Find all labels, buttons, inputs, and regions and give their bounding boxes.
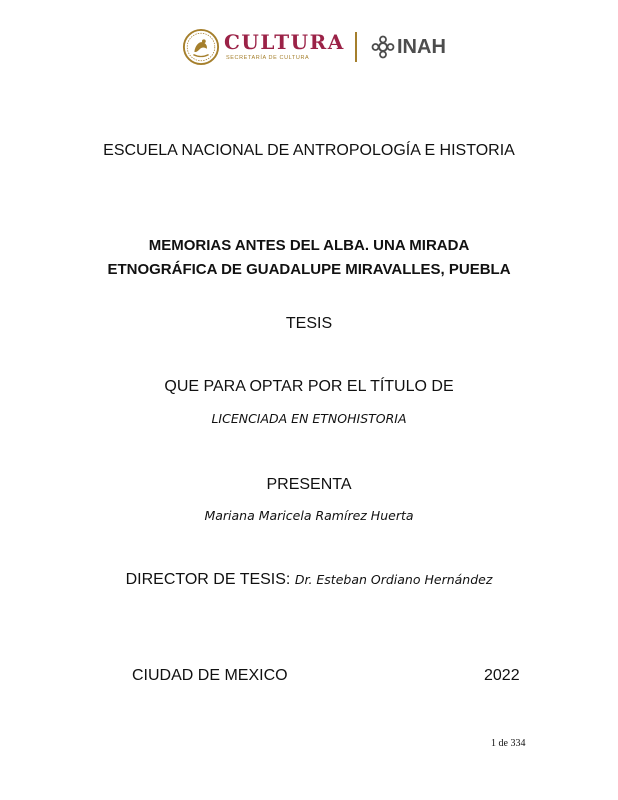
page-indicator: 1 de 334 bbox=[491, 738, 526, 749]
author-name: Mariana Maricela Ramírez Huerta bbox=[204, 508, 414, 523]
cultura-logo-text: CULTURA bbox=[224, 30, 345, 54]
presents-label: PRESENTA bbox=[266, 476, 352, 493]
city: CIUDAD DE MEXICO bbox=[132, 667, 288, 684]
thesis-title bbox=[0, 234, 618, 282]
inah-emblem-icon bbox=[371, 35, 395, 59]
inah-logo-text: INAH bbox=[397, 36, 446, 58]
school-name: ESCUELA NACIONAL DE ANTROPOLOGÍA E HISTORIA bbox=[103, 142, 515, 159]
director-name: Dr. Esteban Ordiano Hernández bbox=[294, 572, 493, 587]
thesis-title-line-1: MEMORIAS ANTES DEL ALBA. UNA MIRADA bbox=[148, 237, 470, 254]
document-type: TESIS bbox=[285, 315, 333, 332]
header-logos bbox=[0, 26, 618, 70]
degree-intro: QUE PARA OPTAR POR EL TÍTULO DE bbox=[164, 378, 454, 395]
director-line bbox=[0, 570, 618, 590]
year: 2022 bbox=[484, 667, 520, 684]
thesis-title-line-2: ETNOGRÁFICA DE GUADALUPE MIRAVALLES, PUEBLA bbox=[107, 261, 511, 278]
director-label: DIRECTOR DE TESIS: bbox=[125, 571, 291, 588]
degree-name: LICENCIADA EN ETNOHISTORIA bbox=[211, 411, 407, 426]
logo-divider bbox=[355, 32, 357, 62]
mexico-seal-icon bbox=[182, 28, 220, 66]
cultura-logo-subtitle: SECRETARÍA DE CULTURA bbox=[226, 55, 310, 61]
